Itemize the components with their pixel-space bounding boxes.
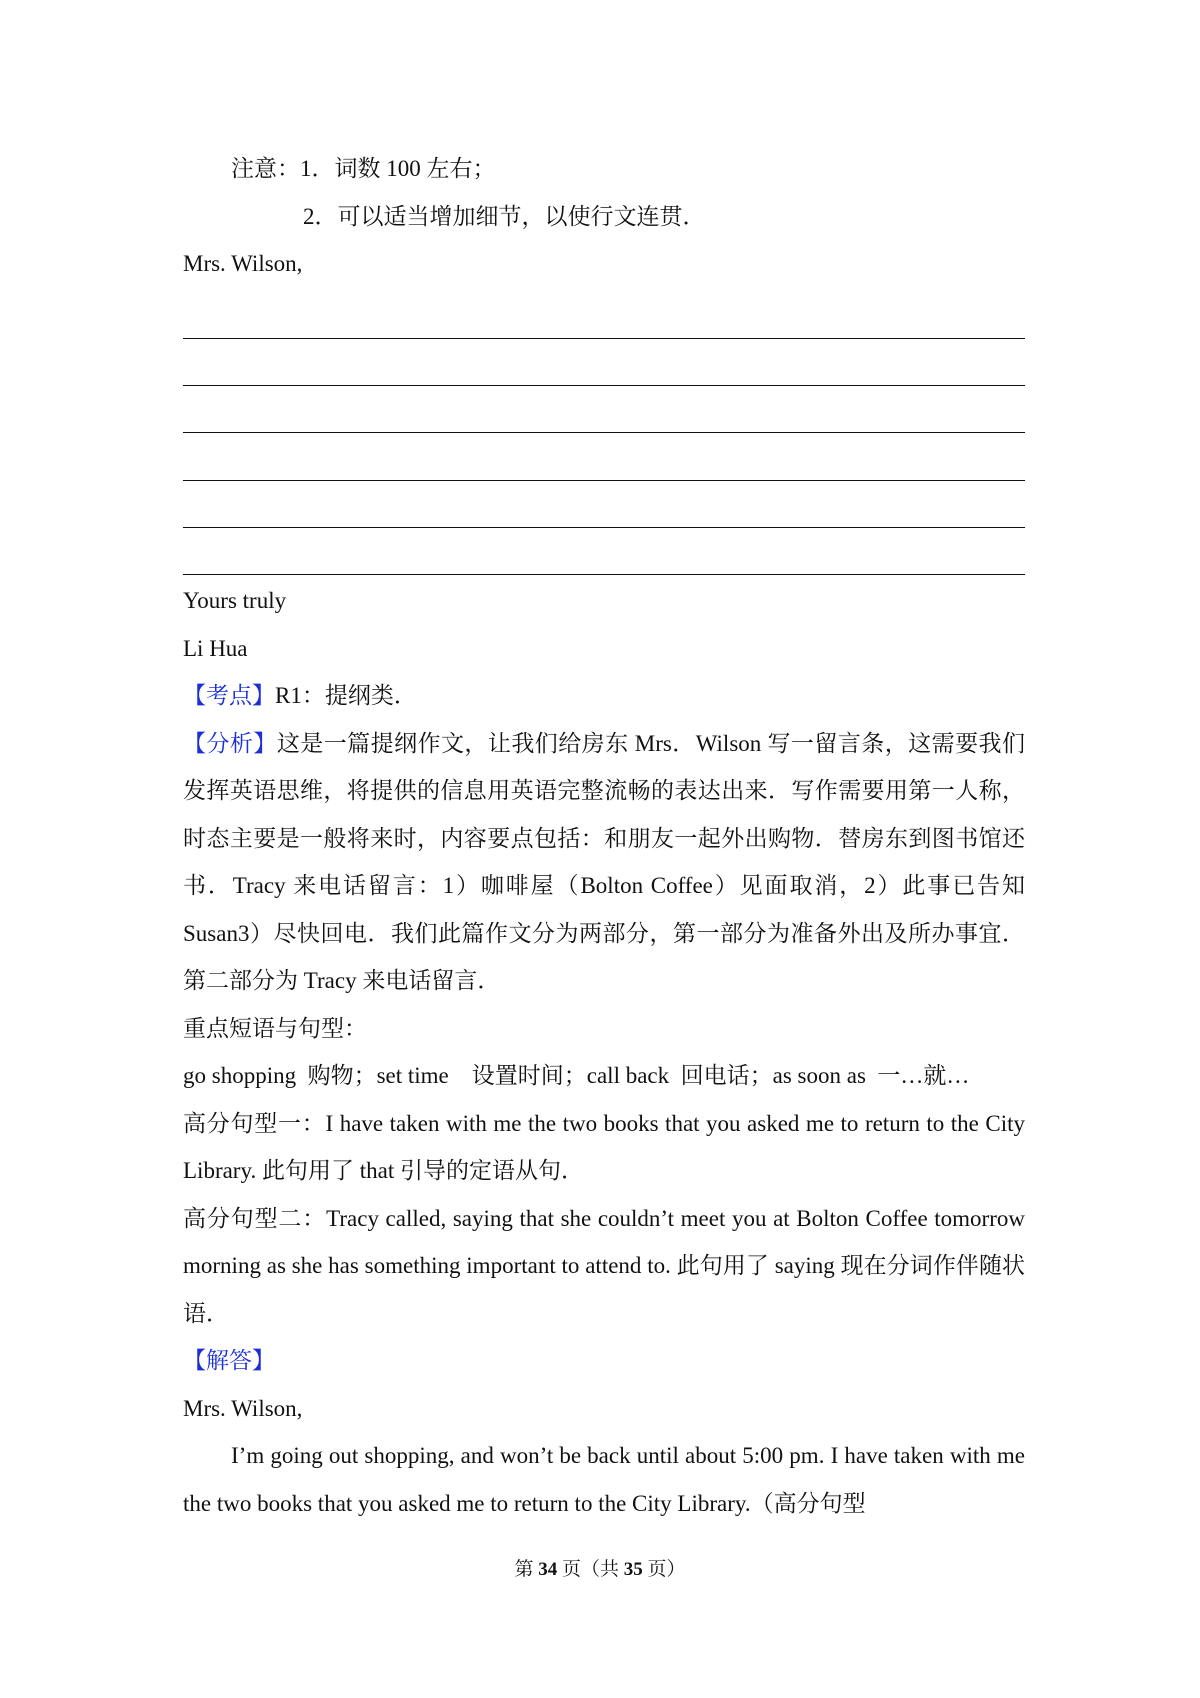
- kaodian-section: [183, 672, 1025, 720]
- blank-line: [183, 481, 1025, 528]
- phrases-list: go shopping 购物；set time 设置时间；call back 回电话；as soon as 一…就…: [183, 1063, 970, 1089]
- jieda-tag: 【解答】: [183, 1348, 275, 1374]
- kaodian-tag: 【考点】: [183, 683, 275, 709]
- note-line-1: 注意：1．词数 100 左右；: [231, 156, 496, 181]
- letter-signature: Li Hua: [183, 635, 248, 661]
- sentence-pattern-1: 高分句型一：I have taken with me the two books that you asked me to return to the City Library. 此句用了 that 引导的定语从句．: [183, 1110, 1025, 1184]
- phrases-heading: 重点短语与句型：: [183, 1015, 367, 1041]
- footer-prefix: 第: [514, 1559, 534, 1580]
- kaodian-text: R1：提纲类．: [275, 683, 417, 709]
- answer-body: I’m going out shopping, and won’t be back until about 5:00 pm. I have taken with me the two books that you asked me to return to the City Library.（高分句型: [183, 1443, 1025, 1516]
- note-line-2: 2．可以适当增加细节，以使行文连贯．: [303, 203, 706, 229]
- page-footer: [0, 1558, 1200, 1582]
- blank-line: [183, 433, 1025, 480]
- footer-total-pages: 35: [623, 1559, 643, 1580]
- letter-salutation: Mrs. Wilson,: [183, 251, 303, 276]
- footer-middle: 页（共: [561, 1559, 619, 1580]
- content-area: [183, 145, 1025, 1527]
- footer-page-number: 34: [538, 1559, 558, 1580]
- fenxi-section: [183, 720, 1025, 1005]
- answer-salutation: Mrs. Wilson,: [183, 1395, 303, 1421]
- footer-suffix: 页）: [647, 1559, 686, 1580]
- blank-line: [183, 339, 1025, 386]
- answer-blank-lines: [183, 292, 1025, 576]
- jieda-section: [183, 1337, 1025, 1385]
- fenxi-text: 这是一篇提纲作文，让我们给房东 Mrs．Wilson 写一留言条，这需要我们发挥英语思维，将提供的信息用英语完整流畅的表达出来．写作需要用第一人称，时态主要是一般将来时，内容要点包括：和朋友一起外出购物．替房东到图书馆还书．Tracy 来电话留言：1）咖啡屋（Bolton Coffee）见面取消，2）此事已告知 Susan3）尽快回电．我们此篇作文分为两部分，第一部分为准备外出及所办事宜．第二部分为 Tracy 来电话留言．: [183, 730, 1025, 994]
- letter-closing: Yours truly: [183, 588, 287, 614]
- blank-line: [183, 386, 1025, 433]
- fenxi-tag: 【分析】: [183, 730, 277, 756]
- sentence-pattern-2: 高分句型二：Tracy called, saying that she couldn’t meet you at Bolton Coffee tomorrow morning as she has something important to attend to. 此句用了 saying 现在分词作伴随状语．: [183, 1205, 1025, 1326]
- blank-line: [183, 528, 1025, 575]
- blank-line: [183, 292, 1025, 339]
